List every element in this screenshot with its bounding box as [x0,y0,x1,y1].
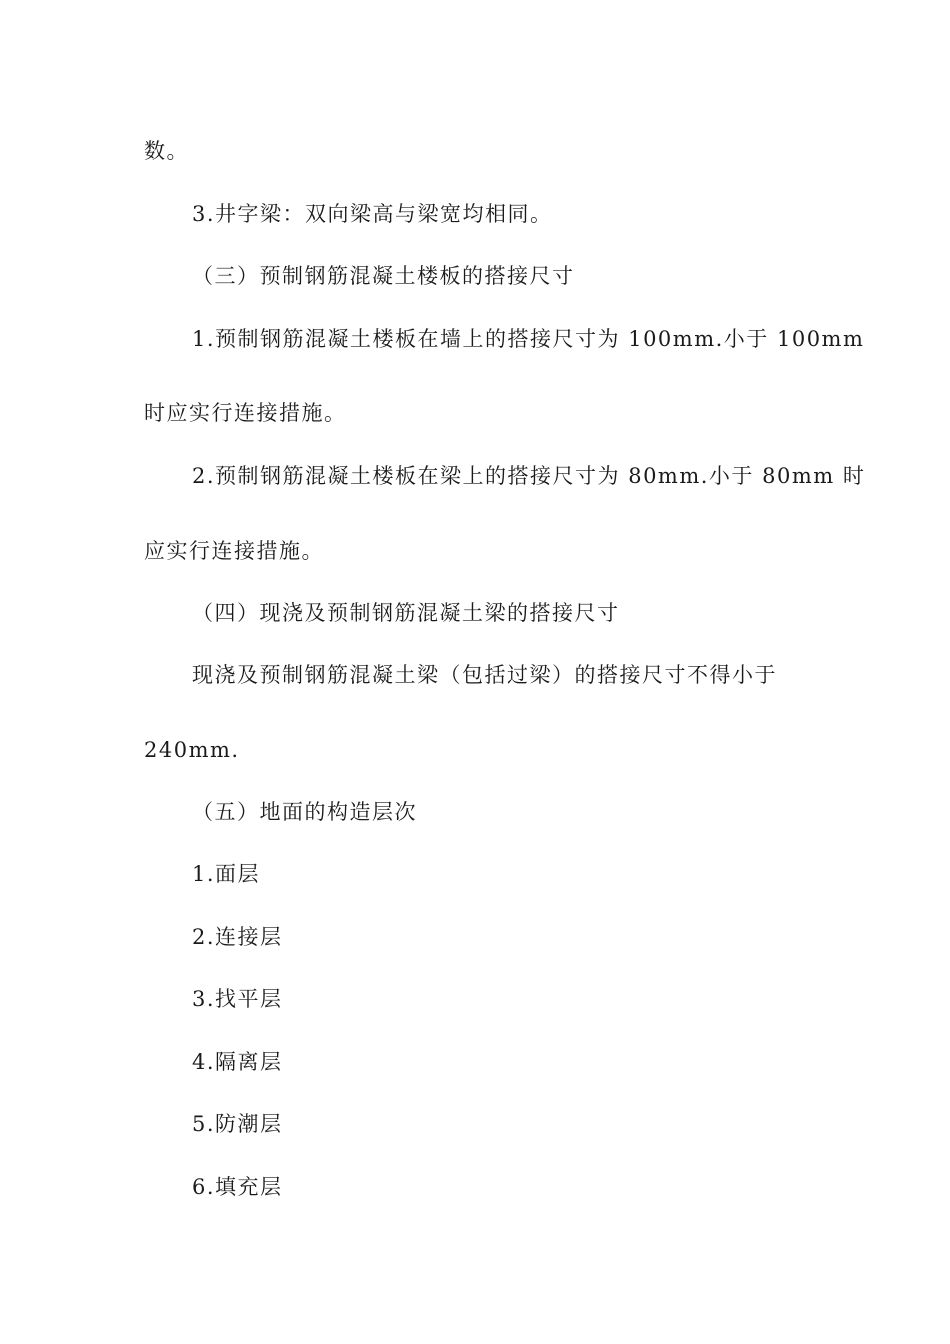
list-item: 1.面层 [192,862,261,886]
section-heading: （三）预制钢筋混凝土楼板的搭接尺寸 [192,264,575,288]
list-item: 2.连接层 [192,925,283,949]
section-heading: （四）现浇及预制钢筋混凝土梁的搭接尺寸 [192,601,620,625]
paragraph-continuation: 数。 [144,139,189,163]
paragraph-line: 现浇及预制钢筋混凝土梁（包括过梁）的搭接尺寸不得小于 [192,663,777,687]
list-item: 3.找平层 [192,987,283,1011]
paragraph-line: 240mm. [144,738,240,762]
list-item: 4.隔离层 [192,1050,283,1074]
section-heading: （五）地面的构造层次 [192,800,417,824]
paragraph-line: 应实行连接措施。 [144,539,324,563]
paragraph-line: 2.预制钢筋混凝土楼板在梁上的搭接尺寸为 80mm.小于 80mm 时 [192,464,866,488]
list-item: 5.防潮层 [192,1112,283,1136]
list-item: 3.井字梁：双向梁高与梁宽均相同。 [192,202,553,226]
paragraph-line: 1.预制钢筋混凝土楼板在墙上的搭接尺寸为 100mm.小于 100mm [192,327,865,351]
paragraph-line: 时应实行连接措施。 [144,401,347,425]
list-item: 6.填充层 [192,1175,283,1199]
